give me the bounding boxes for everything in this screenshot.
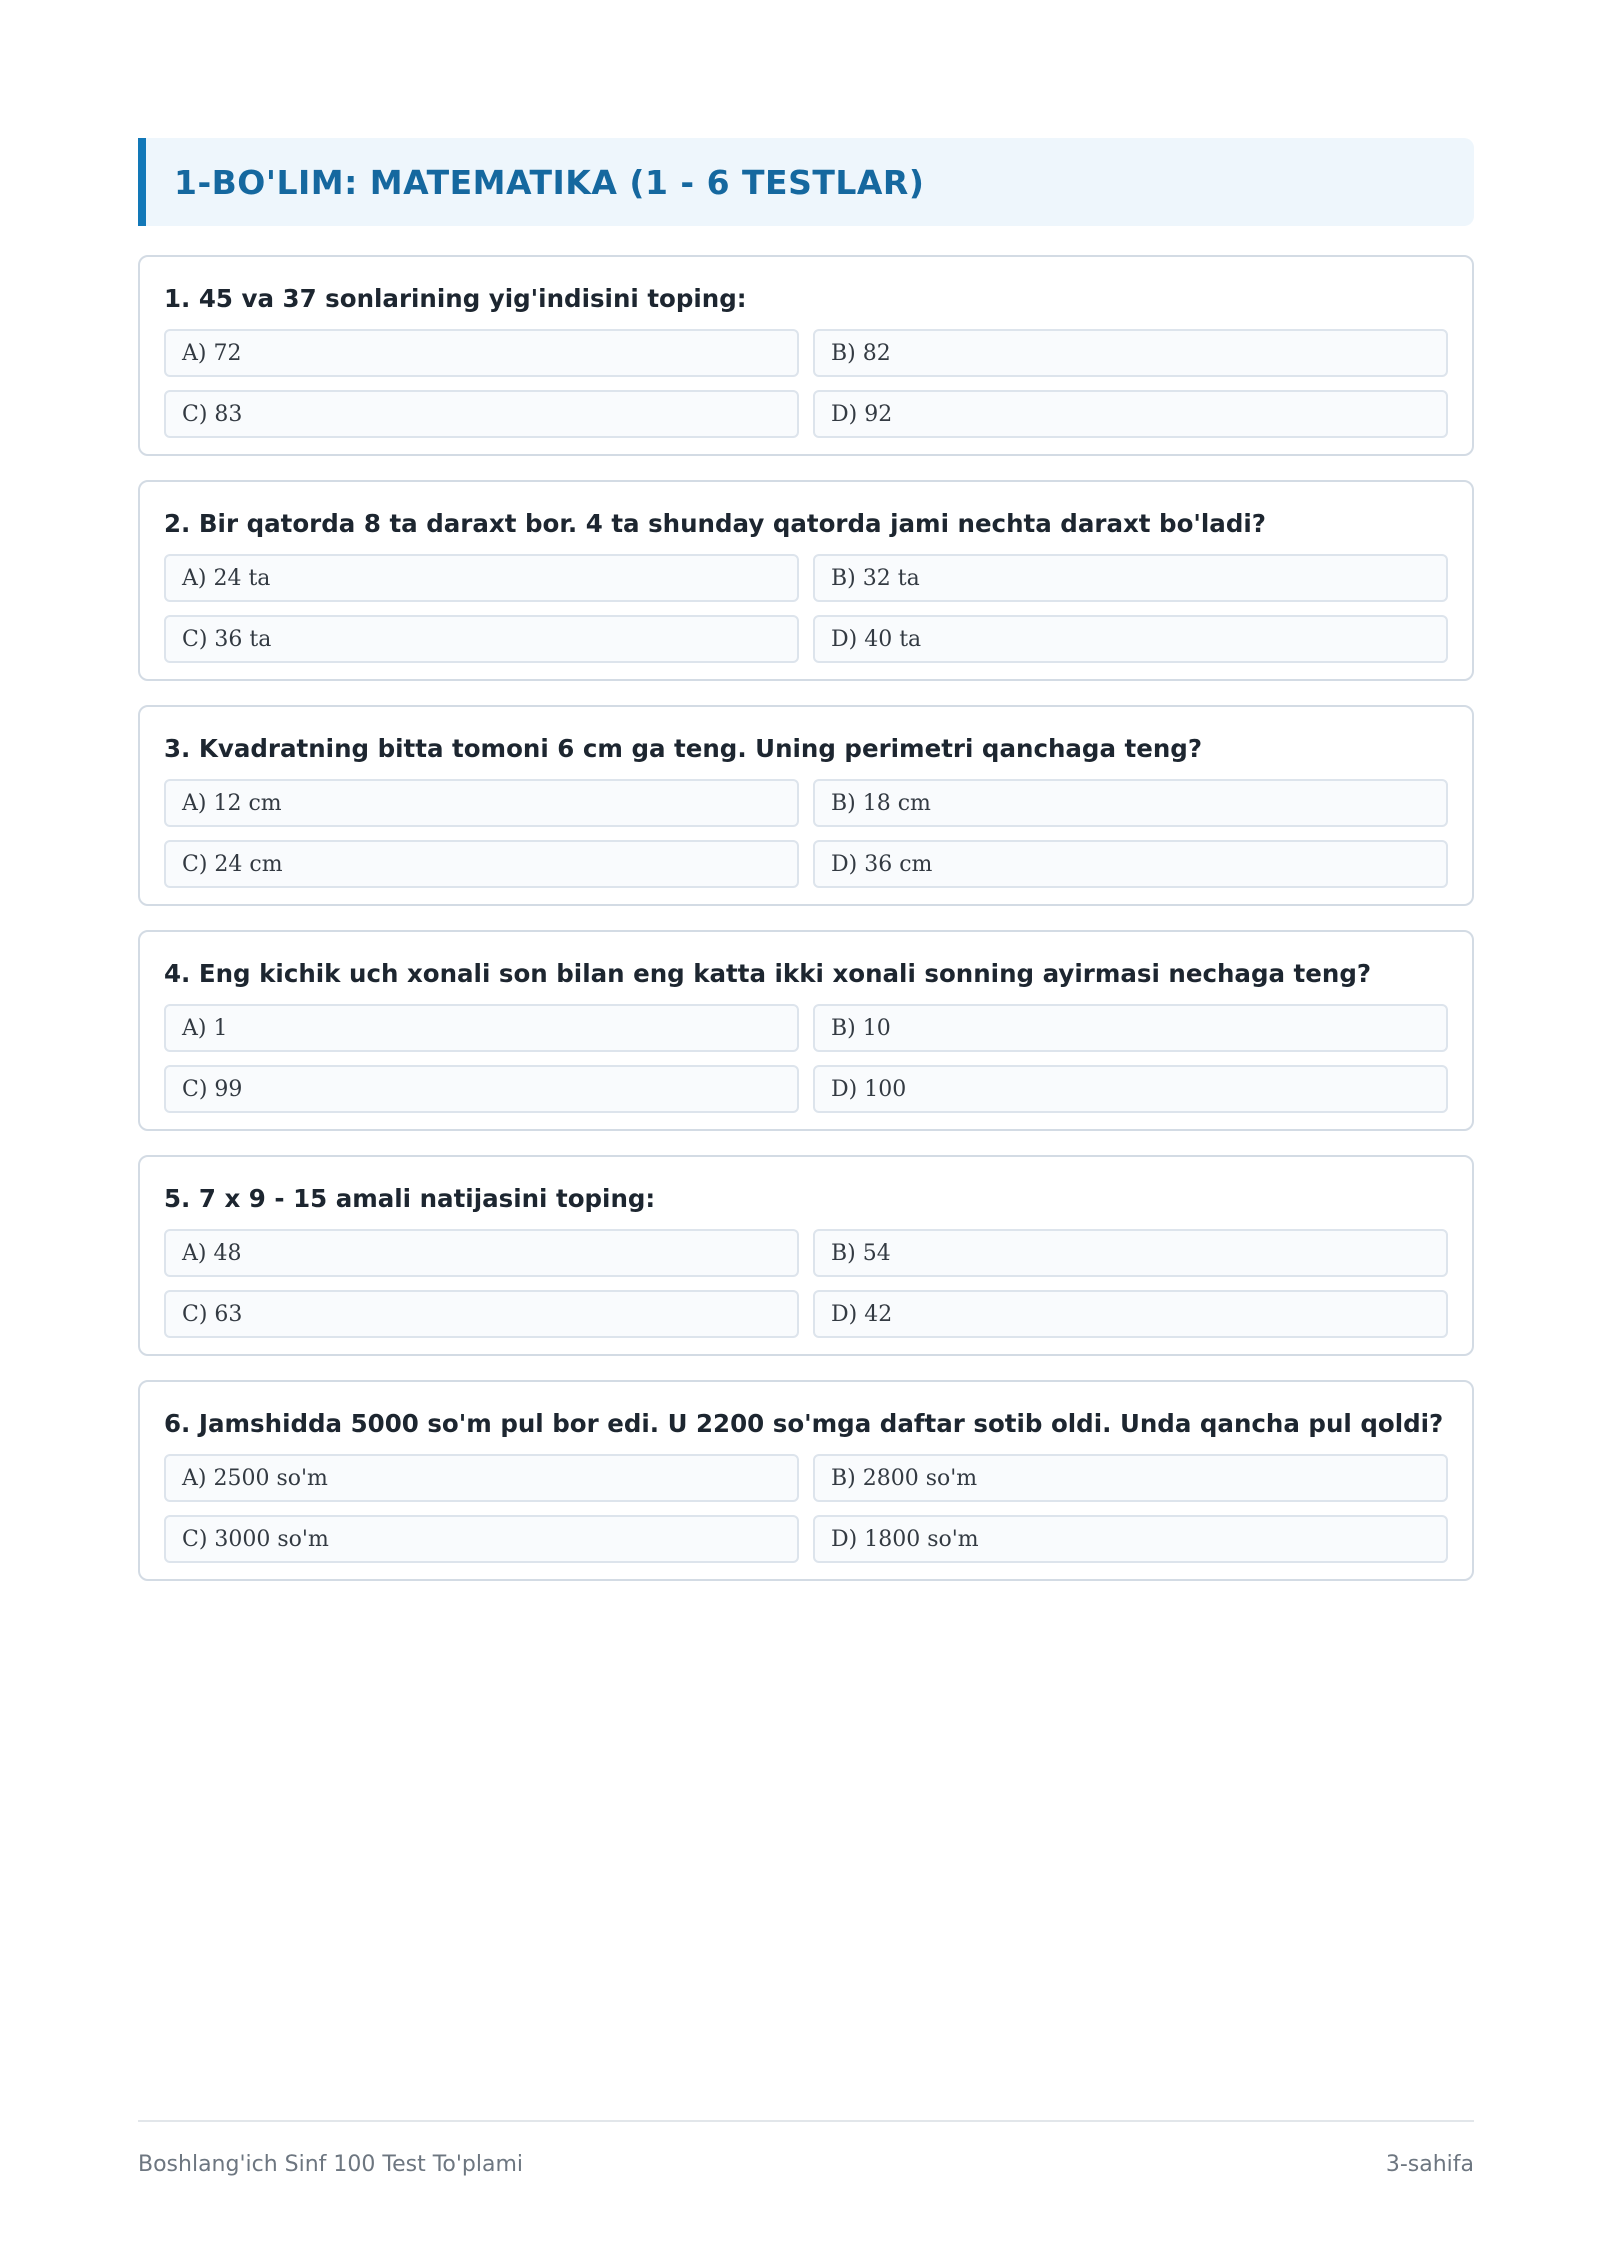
- answer-options: [164, 1454, 1448, 1563]
- option-a[interactable]: A) 72: [164, 329, 799, 377]
- option-d[interactable]: D) 92: [813, 390, 1448, 438]
- question-list: [138, 255, 1474, 1581]
- question-card: [138, 255, 1474, 456]
- answer-options: [164, 1229, 1448, 1338]
- option-b[interactable]: B) 10: [813, 1004, 1448, 1052]
- option-c[interactable]: C) 83: [164, 390, 799, 438]
- page: [138, 138, 1474, 1605]
- question-text: 4. Eng kichik uch xonali son bilan eng katta ikki xonali sonning ayirmasi nechaga teng?: [164, 959, 1372, 988]
- option-a[interactable]: A) 1: [164, 1004, 799, 1052]
- section-header: [138, 138, 1474, 226]
- option-d[interactable]: D) 36 cm: [813, 840, 1448, 888]
- question-text: 3. Kvadratning bitta tomoni 6 cm ga teng. Uning perimetri qanchaga teng?: [164, 734, 1203, 763]
- question-card: [138, 930, 1474, 1131]
- question-text: 2. Bir qatorda 8 ta daraxt bor. 4 ta shunday qatorda jami nechta daraxt bo'ladi?: [164, 509, 1266, 538]
- option-a[interactable]: A) 12 cm: [164, 779, 799, 827]
- option-a[interactable]: A) 48: [164, 1229, 799, 1277]
- option-b[interactable]: B) 32 ta: [813, 554, 1448, 602]
- answer-options: [164, 329, 1448, 438]
- answer-options: [164, 1004, 1448, 1113]
- option-b[interactable]: B) 2800 so'm: [813, 1454, 1448, 1502]
- option-d[interactable]: D) 1800 so'm: [813, 1515, 1448, 1563]
- option-c[interactable]: C) 3000 so'm: [164, 1515, 799, 1563]
- option-b[interactable]: B) 18 cm: [813, 779, 1448, 827]
- option-a[interactable]: A) 2500 so'm: [164, 1454, 799, 1502]
- footer-divider: [138, 2120, 1474, 2122]
- footer-title: Boshlang'ich Sinf 100 Test To'plami: [138, 2152, 524, 2177]
- question-card: [138, 1380, 1474, 1581]
- option-d[interactable]: D) 42: [813, 1290, 1448, 1338]
- question-text: 5. 7 x 9 - 15 amali natijasini toping:: [164, 1184, 656, 1213]
- question-text: 1. 45 va 37 sonlarining yig'indisini toping:: [164, 284, 747, 313]
- question-card: [138, 705, 1474, 906]
- option-d[interactable]: D) 100: [813, 1065, 1448, 1113]
- answer-options: [164, 554, 1448, 663]
- option-c[interactable]: C) 99: [164, 1065, 799, 1113]
- question-card: [138, 480, 1474, 681]
- option-b[interactable]: B) 54: [813, 1229, 1448, 1277]
- question-card: [138, 1155, 1474, 1356]
- option-b[interactable]: B) 82: [813, 329, 1448, 377]
- option-c[interactable]: C) 36 ta: [164, 615, 799, 663]
- option-c[interactable]: C) 63: [164, 1290, 799, 1338]
- page-number: 3-sahifa: [1385, 2152, 1474, 2177]
- section-title: 1-BO'LIM: MATEMATIKA (1 - 6 TESTLAR): [174, 162, 925, 202]
- option-c[interactable]: C) 24 cm: [164, 840, 799, 888]
- option-a[interactable]: A) 24 ta: [164, 554, 799, 602]
- question-text: 6. Jamshidda 5000 so'm pul bor edi. U 2200 so'mga daftar sotib oldi. Unda qancha pul qoldi?: [164, 1409, 1444, 1438]
- option-d[interactable]: D) 40 ta: [813, 615, 1448, 663]
- answer-options: [164, 779, 1448, 888]
